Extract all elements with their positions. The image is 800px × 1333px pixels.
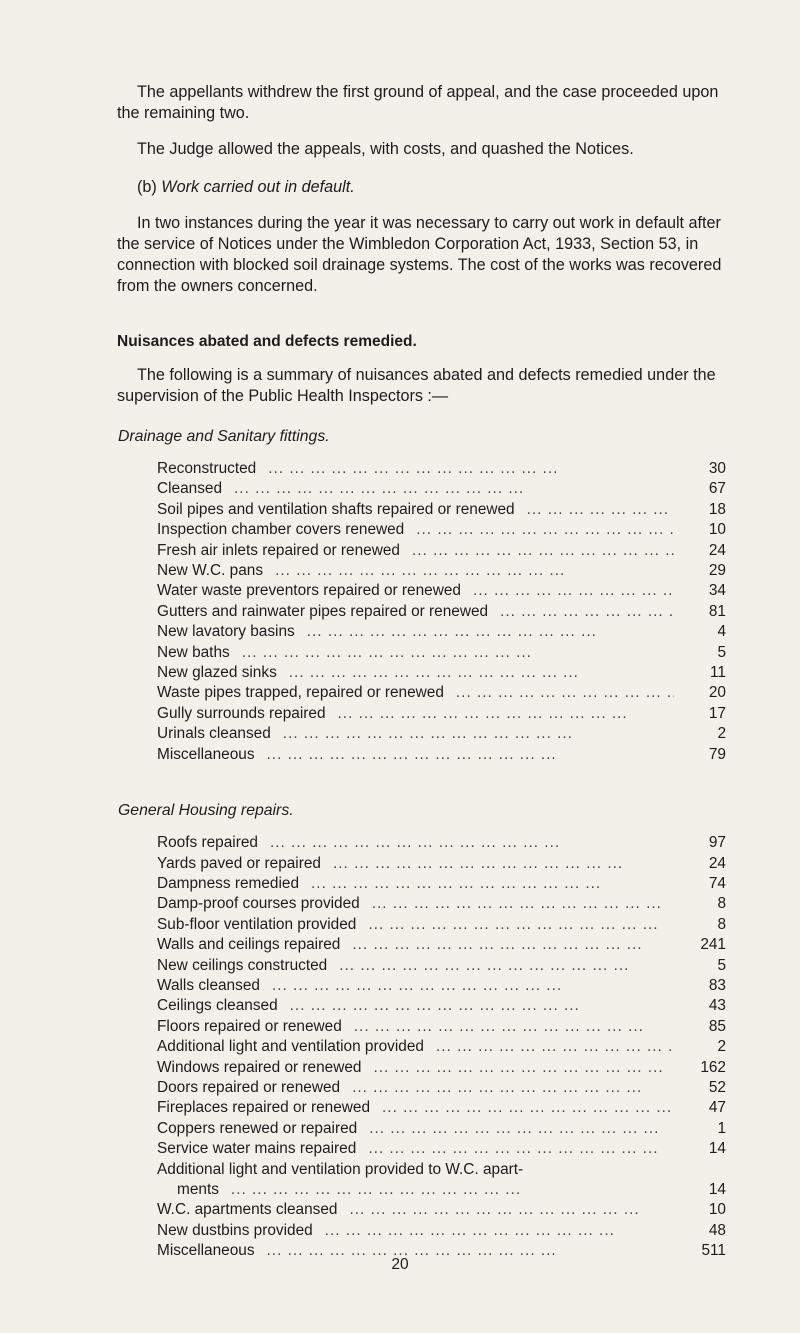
subsection-heading-default-work: [117, 177, 730, 198]
list-item: [157, 935, 730, 955]
list-item: [157, 894, 730, 914]
leader-dots: [231, 1180, 674, 1200]
list-item-label: Miscellaneous: [157, 745, 255, 763]
leader-dots: [372, 894, 674, 914]
list-item: [157, 643, 730, 663]
leader-dots: [352, 1078, 674, 1098]
leader-dots: [289, 663, 674, 683]
list-item-wrapped: [157, 1160, 730, 1201]
list-item-label: Walls and ceilings repaired: [157, 936, 341, 954]
paragraph-summary-intro: The following is a summary of nuisances abated and defects remedied under the supervision of the Public Health Inspectors :—: [117, 366, 716, 405]
list-item-value: 29: [708, 562, 726, 580]
list-item-value: 47: [708, 1099, 726, 1117]
list-item-label: Miscellaneous: [157, 1242, 255, 1260]
list-item: [157, 1037, 730, 1057]
list-item-label: New lavatory basins: [157, 623, 295, 641]
list-item: [157, 1078, 730, 1098]
leader-dots: [456, 683, 674, 703]
list-item-label: Water waste preventors repaired or renewed: [157, 582, 461, 600]
leader-dots: [270, 833, 674, 853]
list-item-label: Yards paved or repaired: [157, 854, 321, 872]
list-item-value: 67: [708, 480, 726, 498]
list-item-label: New dustbins provided: [157, 1221, 313, 1239]
list-item-label: Floors repaired or renewed: [157, 1017, 342, 1035]
list-item-value: 74: [708, 874, 726, 892]
leader-dots: [333, 854, 674, 874]
list-item: [157, 622, 730, 642]
list-item-label: Gutters and rainwater pipes repaired or renewed: [157, 602, 489, 620]
leader-dots: [527, 500, 674, 520]
leader-dots: [382, 1098, 674, 1118]
list-item: [157, 976, 730, 996]
list-item-value: 48: [708, 1221, 726, 1239]
list-item-label: Doors repaired or renewed: [157, 1078, 341, 1096]
leader-dots: [338, 704, 674, 724]
paragraph-judge-ruling: The Judge allowed the appeals, with costs, and quashed the Notices.: [137, 140, 634, 158]
leader-dots: [339, 956, 674, 976]
leader-dots: [267, 745, 674, 765]
list-item: [157, 663, 730, 683]
list-item-label: Sub-floor ventilation provided: [157, 915, 357, 933]
list-item: [157, 1221, 730, 1241]
list-item-value: 30: [708, 460, 726, 477]
drainage-list: [117, 459, 730, 765]
leader-dots: [368, 1139, 674, 1159]
list-item: [157, 854, 730, 874]
list-item: [157, 561, 730, 581]
list-item: [157, 1200, 730, 1220]
list-item-label: Inspection chamber covers renewed: [157, 521, 405, 539]
leader-dots: [373, 1058, 674, 1078]
list-item-value: 5: [717, 643, 726, 661]
list-item-label: New glazed sinks: [157, 664, 277, 682]
list-item-label: W.C. apartments cleansed: [157, 1201, 338, 1219]
list-item-value: 2: [717, 1038, 726, 1056]
leader-dots: [352, 935, 674, 955]
list-item: [157, 956, 730, 976]
list-item-label: New ceilings constructed: [157, 956, 328, 974]
list-item-value: 11: [710, 664, 726, 682]
list-item-value: 5: [717, 956, 726, 974]
list-item: [157, 581, 730, 601]
list-item: [157, 541, 730, 561]
leader-dots: [290, 996, 674, 1016]
list-item-label: Damp-proof courses provided: [157, 895, 360, 913]
leader-dots: [307, 622, 674, 642]
list-item-label: Dampness remedied: [157, 874, 300, 892]
list-item-label: Roofs repaired: [157, 834, 258, 852]
list-item: [157, 1119, 730, 1139]
list-item: [157, 874, 730, 894]
list-item: [157, 602, 730, 622]
housing-list-continued: [117, 1200, 730, 1261]
list-item-label: Soil pipes and ventilation shafts repaired or renewed: [157, 500, 515, 518]
list-item: [157, 704, 730, 724]
list-item-value: 97: [708, 834, 726, 852]
leader-dots: [272, 976, 674, 996]
section-heading-nuisances: Nuisances abated and defects remedied.: [117, 333, 417, 350]
list-item: [157, 500, 730, 520]
list-item-label: Waste pipes trapped, repaired or renewed: [157, 684, 444, 702]
list-item-value: 14: [708, 1181, 726, 1198]
list-item-value: 8: [717, 895, 726, 913]
list-item: [157, 996, 730, 1016]
leader-dots: [325, 1221, 674, 1241]
list-item-value: 4: [717, 623, 726, 641]
list-item-label: Windows repaired or renewed: [157, 1058, 362, 1076]
leader-dots: [369, 1119, 674, 1139]
list-item-value: 1: [717, 1119, 726, 1137]
list-item-label: Cleansed: [157, 480, 223, 498]
list-item-label: Coppers renewed or repaired: [157, 1119, 358, 1137]
list-item-value: 18: [708, 500, 726, 518]
list-item-label: Ceilings cleansed: [157, 997, 278, 1015]
leader-dots: [412, 541, 674, 561]
list-item-label-line1: Additional light and ventilation provided to W.C. apart-: [157, 1160, 524, 1178]
list-item-label: New baths: [157, 643, 230, 661]
list-item-value: 24: [708, 541, 726, 559]
list-item: [157, 1139, 730, 1159]
list-item-value: 8: [717, 915, 726, 933]
leader-dots: [354, 1017, 674, 1037]
list-item-value: 17: [708, 704, 726, 722]
leader-dots: [500, 602, 674, 622]
list-item: [157, 1017, 730, 1037]
list-item: [157, 833, 730, 853]
list-item-value: 34: [708, 582, 726, 600]
housing-list: [117, 833, 730, 1160]
list-item-label: Gully surrounds repaired: [157, 704, 326, 722]
list-item-value: 2: [717, 725, 726, 743]
list-item: [157, 1098, 730, 1118]
leader-dots: [311, 874, 674, 894]
leader-dots: [350, 1200, 675, 1220]
list-item-label: Fireplaces repaired or renewed: [157, 1099, 371, 1117]
list-item: [157, 683, 730, 703]
leader-dots: [473, 581, 674, 601]
leader-dots: [368, 915, 674, 935]
list-item: [157, 724, 730, 744]
list-item-label: Urinals cleansed: [157, 725, 271, 743]
list-item-label-line2: ments: [177, 1181, 219, 1198]
list-item-value: 85: [708, 1017, 726, 1035]
list-item-label: Fresh air inlets repaired or renewed: [157, 541, 400, 559]
leader-dots: [275, 561, 674, 581]
list-item-value: 162: [700, 1058, 726, 1076]
list-item-label: Additional light and ventilation provided: [157, 1038, 424, 1056]
list-item: [157, 479, 730, 499]
leader-dots: [234, 479, 674, 499]
list-item: [157, 520, 730, 540]
paragraph-default-work: In two instances during the year it was necessary to carry out work in default after the service of Notices under the Wimbledon Corporation Act, 1933, Section 53, in connection with blocked soil drainage systems. The cost of the works was recovered from the owners concerned.: [117, 214, 722, 295]
list-item-value: 511: [701, 1242, 726, 1260]
list-item-value: 241: [700, 936, 726, 954]
list-item-label: New W.C. pans: [157, 562, 264, 580]
list-item-value: 52: [708, 1078, 726, 1096]
leader-dots: [416, 520, 674, 540]
page-number: 20: [391, 1256, 409, 1273]
list-item-label: Walls cleansed: [157, 976, 260, 994]
list-item-value: 14: [708, 1140, 726, 1158]
list-item-value: 24: [708, 854, 726, 872]
subsection-title: Work carried out in default.: [161, 178, 355, 196]
leader-dots: [268, 459, 674, 479]
list-item-value: 79: [708, 745, 726, 763]
list-item-value: 20: [708, 684, 726, 702]
drainage-section-title: Drainage and Sanitary fittings.: [118, 428, 330, 445]
subsection-marker: (b): [137, 178, 157, 196]
list-item-value: 81: [708, 602, 726, 620]
leader-dots: [436, 1037, 674, 1057]
list-item-value: 10: [708, 521, 726, 539]
list-item-label: Reconstructed: [157, 460, 257, 477]
housing-section-title: General Housing repairs.: [118, 802, 294, 820]
list-item-label: Service water mains repaired: [157, 1140, 357, 1158]
list-item-value: 43: [708, 997, 726, 1015]
list-item-value: 83: [708, 976, 726, 994]
list-item: [157, 459, 730, 479]
leader-dots: [283, 724, 674, 744]
paragraph-appeal-withdrawn: The appellants withdrew the first ground of appeal, and the case proceeded upon the remaining two.: [117, 83, 719, 122]
leader-dots: [242, 643, 674, 663]
list-item: [157, 745, 730, 765]
list-item-value: 10: [708, 1201, 726, 1219]
list-item: [157, 915, 730, 935]
list-item: [157, 1058, 730, 1078]
